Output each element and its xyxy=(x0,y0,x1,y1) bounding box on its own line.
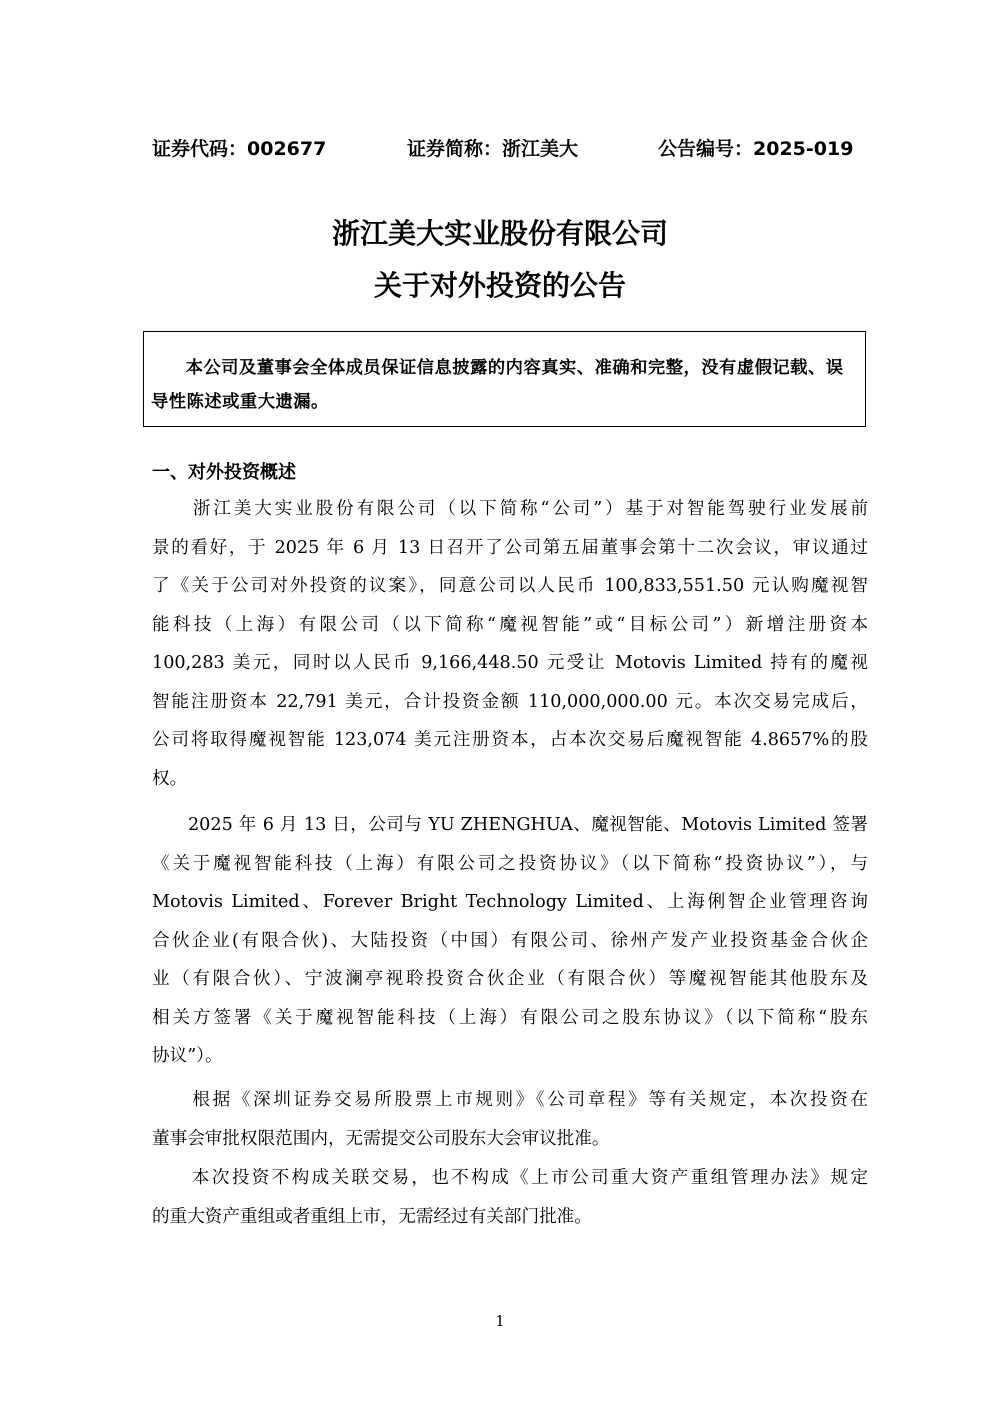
paragraph-line: 2025 年 6 月 13 日，公司与 YU ZHENGHUA、魔视智能、Motovis Limited 签署 xyxy=(152,815,868,835)
paragraph-line: 智能注册资本 22,791 美元，合计投资金额 110,000,000.00 元。本次交易完成后， xyxy=(152,691,868,712)
paragraph-line: 公司将取得魔视智能 123,074 美元注册资本，占本次交易后魔视智能 4.8657%的股 xyxy=(152,730,868,750)
paragraph-line: 了《关于公司对外投资的议案》，同意公司以人民币 100,833,551.50 元认购魔视智 xyxy=(152,576,868,596)
disclaimer-text: 本公司及董事会全体成员保证信息披露的内容真实、准确和完整，没有虚假记载、误导性陈述或重大遗漏。 xyxy=(151,358,844,412)
paragraph-agreements xyxy=(152,806,868,1076)
paragraph-line: 合伙企业(有限合伙)、大陆投资（中国）有限公司、徐州产发产业投资基金合伙企 xyxy=(152,930,868,951)
disclaimer-box xyxy=(143,331,866,427)
document-title-line-1: 浙江美大实业股份有限公司 xyxy=(331,217,668,250)
stock-code: 证券代码：002677 xyxy=(152,138,327,160)
paragraph-overview xyxy=(152,490,868,798)
stock-abbreviation: 证券简称：浙江美大 xyxy=(407,138,579,160)
paragraph-related-transaction xyxy=(152,1159,868,1236)
paragraph-line: 本次投资不构成关联交易，也不构成《上市公司重大资产重组管理办法》规定 xyxy=(152,1168,868,1188)
announcement-number: 公告编号：2025-019 xyxy=(658,138,854,160)
paragraph-line: 业（有限合伙）、宁波澜亭视聆投资合伙企业（有限合伙）等魔视智能其他股东及 xyxy=(152,969,868,989)
paragraph-line: 相关方签署《关于魔视智能科技（上海）有限公司之股东协议》（以下简称“股东 xyxy=(152,1007,868,1028)
paragraph-line: 协议”）。 xyxy=(152,1046,223,1066)
paragraph-line: Motovis Limited、Forever Bright Technology Limited、上海俐智企业管理咨询 xyxy=(152,892,868,912)
page-number: 1 xyxy=(495,1312,505,1330)
paragraph-line: 《关于魔视智能科技（上海）有限公司之投资协议》（以下简称“投资协议”），与 xyxy=(152,853,868,874)
paragraph-line: 权。 xyxy=(152,768,188,789)
paragraph-line: 100,283 美元，同时以人民币 9,166,448.50 元受让 Motovis Limited 持有的魔视 xyxy=(152,653,868,673)
header-line xyxy=(152,134,852,164)
paragraph-line: 董事会审批权限范围内，无需提交公司股东大会审议批准。 xyxy=(152,1128,610,1149)
section-heading: 一、对外投资概述 xyxy=(152,462,296,483)
paragraph-line: 能科技（上海）有限公司（以下简称“魔视智能”或“目标公司”）新增注册资本 xyxy=(152,614,868,635)
paragraph-line: 景的看好，于 2025 年 6 月 13 日召开了公司第五届董事会第十二次会议，审议通过 xyxy=(152,537,868,558)
paragraph-line: 浙江美大实业股份有限公司（以下简称“公司”）基于对智能驾驶行业发展前 xyxy=(152,499,868,519)
paragraph-line: 的重大资产重组或者重组上市，无需经过有关部门批准。 xyxy=(152,1206,592,1227)
document-title-line-2: 关于对外投资的公告 xyxy=(373,269,626,302)
paragraph-approval xyxy=(152,1081,868,1158)
paragraph-line: 根据《深圳证券交易所股票上市规则》《公司章程》等有关规定，本次投资在 xyxy=(152,1090,868,1110)
